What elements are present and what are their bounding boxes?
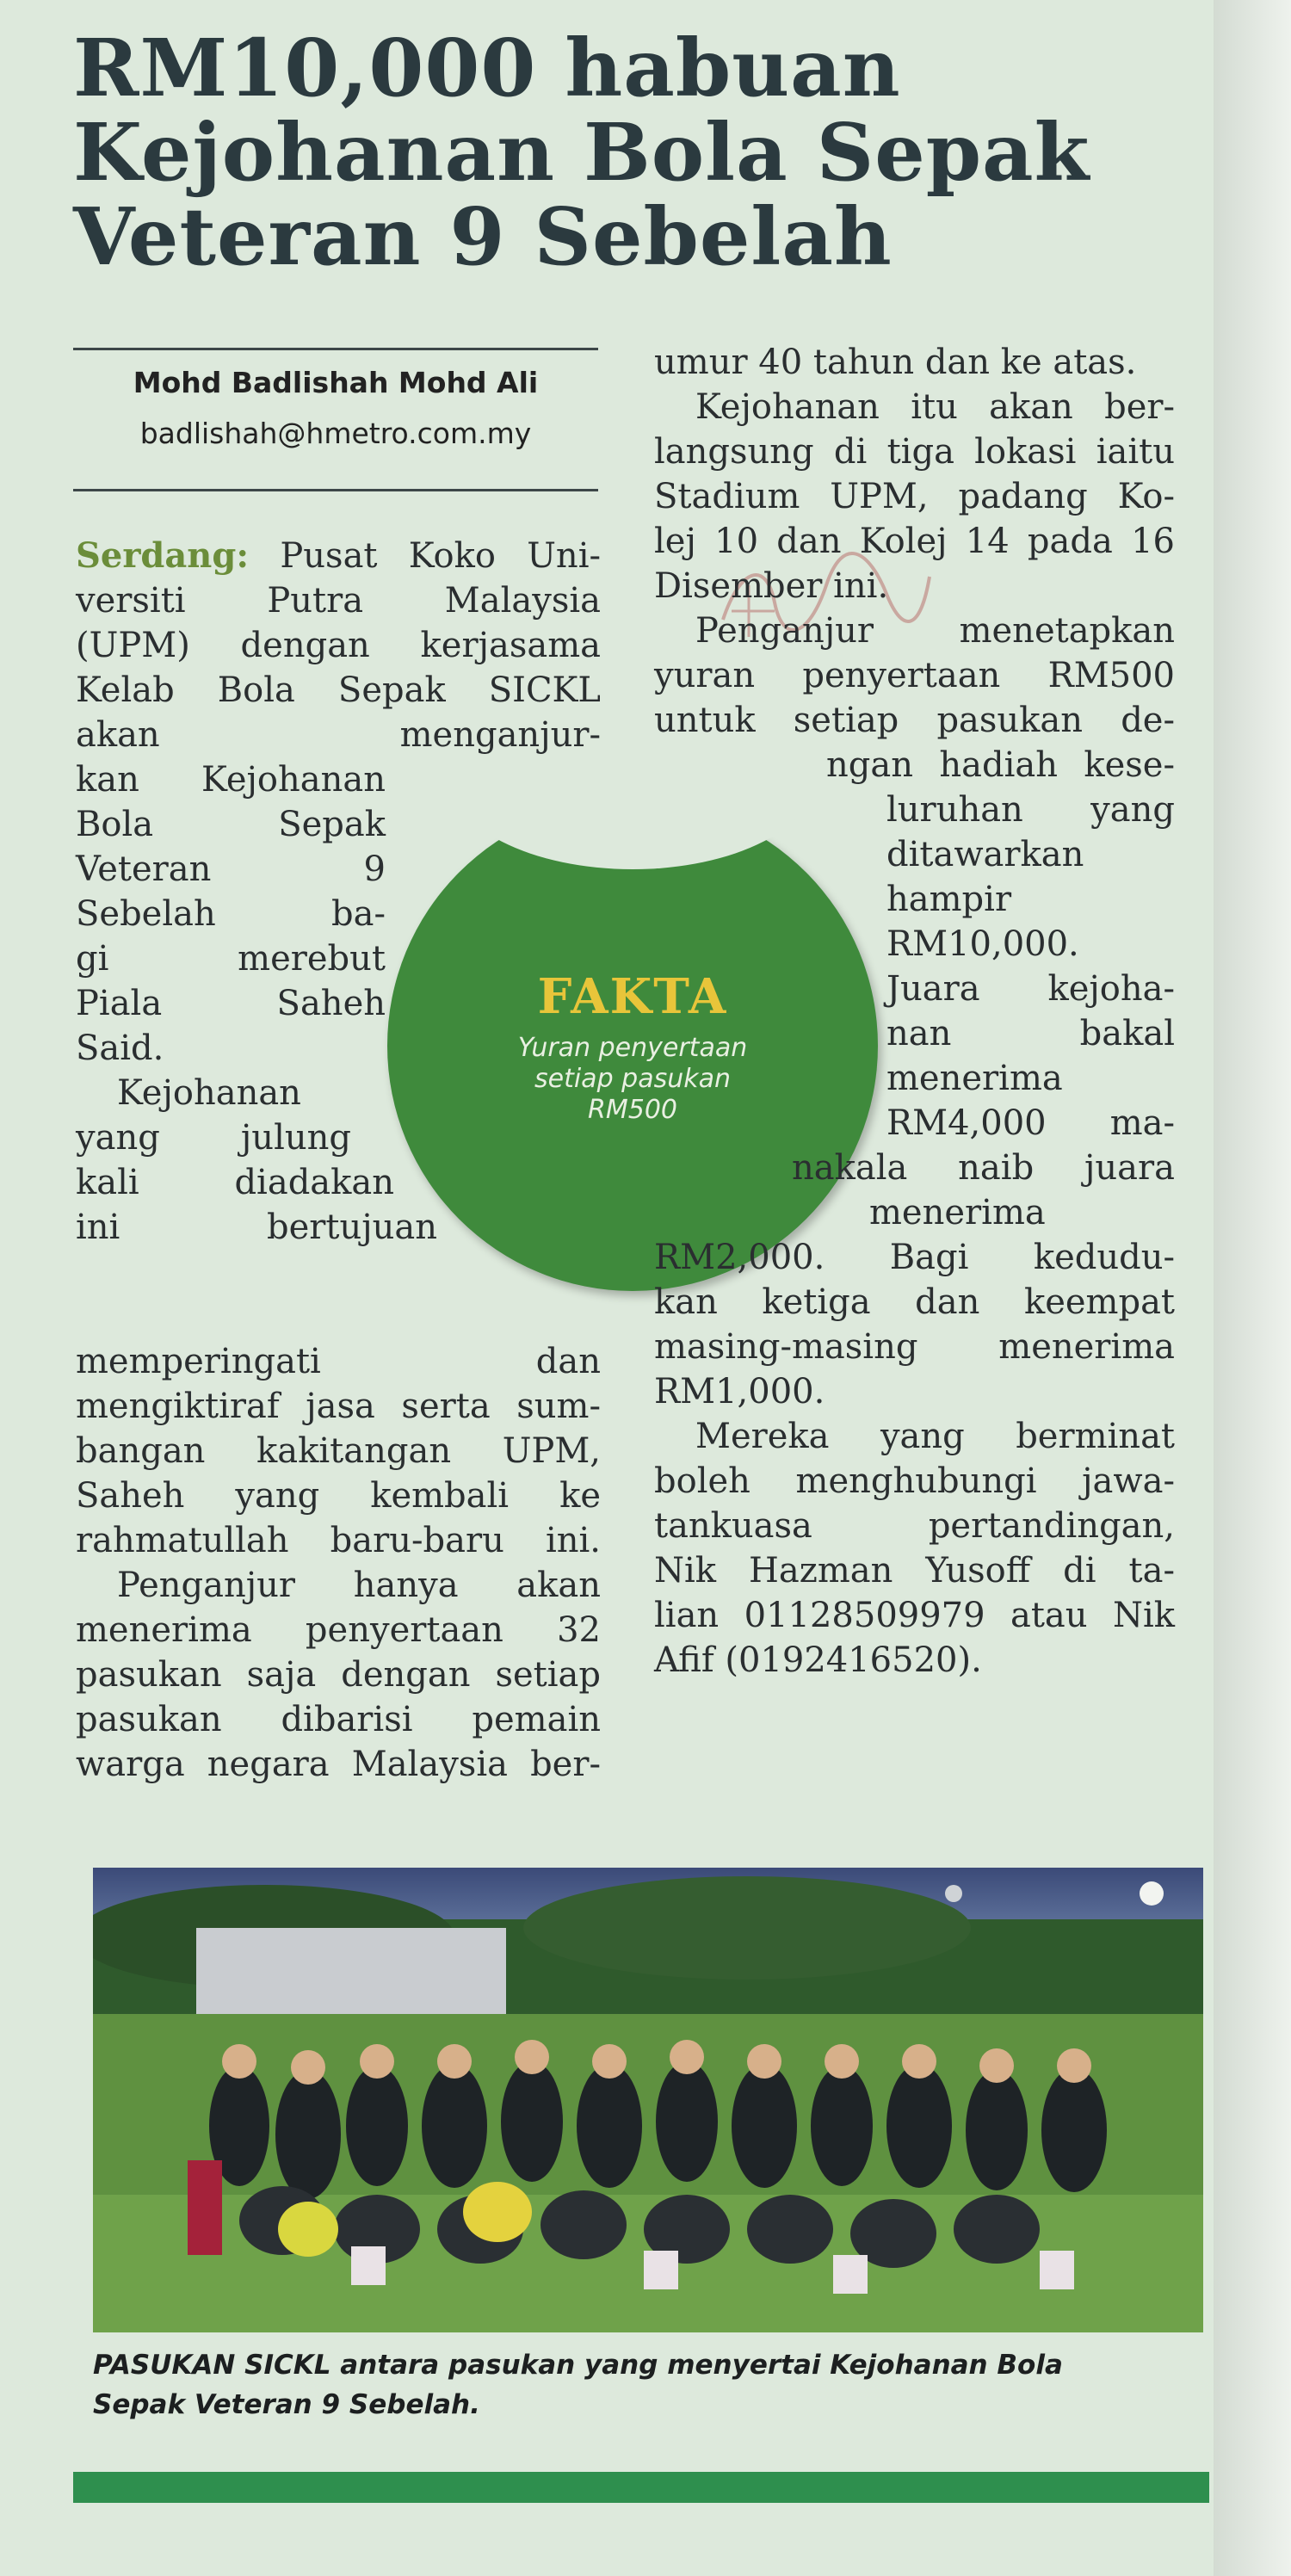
- author-name: Mohd Badlishah Mohd Ali: [133, 366, 539, 399]
- fakta-body: [387, 1033, 878, 1126]
- article-column-1: [76, 534, 601, 757]
- fakta-line: Yuran penyertaan: [517, 1033, 748, 1063]
- text-line: umur 40 tahun dan ke atas.: [654, 343, 1137, 382]
- text-line: RM2,000. Bagi kedudu-: [654, 1238, 1175, 1277]
- text-line: masing-masing menerima: [654, 1327, 1175, 1367]
- text-line: RM1,000.: [654, 1372, 825, 1412]
- text-line: Piala Saheh: [76, 984, 386, 1023]
- text-line: ini bertujuan: [76, 1208, 437, 1247]
- text-line: Sebelah ba-: [76, 894, 386, 934]
- article-column-2-wrap-b: [886, 788, 1175, 1146]
- page-edge: [1214, 0, 1291, 2576]
- text-line: akan menganjur-: [76, 715, 601, 755]
- caption-line: PASUKAN SICKL antara pasukan yang menyertai Kejohanan Bola: [93, 2350, 1063, 2381]
- article-column-1-wrap: [76, 757, 386, 1160]
- text-line: rahmatullah baru-baru ini.: [76, 1521, 601, 1560]
- text-line: boleh menghubungi jawa-: [654, 1461, 1175, 1501]
- text-line: langsung di tiga lokasi iaitu: [654, 432, 1175, 472]
- text-line: pasukan dibarisi pemain: [76, 1700, 601, 1739]
- text-line: Saheh yang kembali ke: [76, 1476, 601, 1516]
- text-line: ngan hadiah kese-: [826, 745, 1175, 785]
- headline-line: Veteran 9 Sebelah: [73, 190, 893, 283]
- text-line: Mereka yang berminat: [695, 1417, 1175, 1456]
- text-line: menerima: [869, 1193, 1046, 1232]
- text-line: Nik Hazman Yusoff di ta-: [654, 1551, 1175, 1591]
- text-line: lian 01128509979 atau Nik: [654, 1596, 1175, 1635]
- text-line: menerima: [886, 1059, 1063, 1098]
- text-line: mengiktiraf jasa serta sum-: [76, 1387, 601, 1426]
- article-column-2-lower: [654, 1235, 1175, 1683]
- text-line: Said.: [76, 1029, 164, 1068]
- text-line: bangan kakitangan UPM,: [76, 1431, 601, 1471]
- byline-rule-bottom: [73, 489, 598, 491]
- text-line: Penganjur hanya akan: [117, 1566, 601, 1605]
- footer-bar: [73, 2472, 1209, 2503]
- text-line: Stadium UPM, padang Ko-: [654, 477, 1175, 516]
- article-column-2-wrap: [826, 743, 1175, 788]
- text-line: Veteran 9: [76, 849, 386, 889]
- fakta-title: FAKTA: [537, 968, 728, 1025]
- text-line: nan bakal: [886, 1014, 1175, 1053]
- fakta-line: RM500: [588, 1095, 677, 1125]
- fakta-line: setiap pasukan: [534, 1064, 731, 1094]
- article-column-2: [654, 340, 1175, 743]
- text-line: versiti Putra Malaysia: [76, 581, 601, 621]
- text-line: Afif (0192416520).: [654, 1640, 982, 1680]
- text-line: Kejohanan: [117, 1073, 301, 1113]
- text-line: gi merebut: [76, 939, 386, 979]
- text-line: Disember ini.: [654, 566, 889, 606]
- text-line: untuk setiap pasukan de-: [654, 701, 1175, 740]
- text-line: RM4,000 ma-: [886, 1103, 1175, 1143]
- text-line: Kelab Bola Sepak SICKL: [76, 670, 601, 710]
- text-line: kali diadakan: [76, 1163, 394, 1202]
- text-line: memperingati dan: [76, 1342, 601, 1381]
- text-line: nakala naib juara: [792, 1148, 1175, 1188]
- text-line: pasukan saja dengan setiap: [76, 1655, 601, 1695]
- text-line: luruhan yang: [886, 790, 1175, 830]
- text-line: Juara kejoha-: [886, 969, 1175, 1009]
- text-line: hampir: [886, 880, 1012, 919]
- author-email: badlishah@hmetro.com.my: [139, 417, 532, 450]
- byline-rule-top: [73, 348, 598, 350]
- dateline: Serdang:: [76, 535, 250, 576]
- headline: [73, 22, 1192, 283]
- text-line: menerima penyertaan 32: [76, 1610, 601, 1650]
- team-photo: [93, 1868, 1203, 2332]
- text-line: Penganjur menetapkan: [695, 611, 1175, 651]
- text-line: ditawarkan: [886, 835, 1084, 874]
- team-photo-illustration: [93, 1868, 1203, 2332]
- text-line: yuran penyertaan RM500: [654, 656, 1175, 695]
- headline-line: Kejohanan Bola Sepak: [73, 106, 1090, 199]
- caption-line: Sepak Veteran 9 Sebelah.: [93, 2389, 480, 2420]
- text-line: warga negara Malaysia ber-: [76, 1745, 601, 1784]
- photo-caption: [93, 2345, 1203, 2425]
- article-column-2-wrap-c: [792, 1146, 1175, 1190]
- text-line: yang julung: [76, 1118, 351, 1158]
- text-line: Serdang: Pusat Koko Uni-: [76, 535, 601, 576]
- article-column-2-wrap-d: [869, 1190, 1175, 1235]
- text-line: RM10,000.: [886, 924, 1079, 964]
- text-line: lej 10 dan Kolej 14 pada 16: [654, 522, 1175, 561]
- text-line: kan ketiga dan keempat: [654, 1282, 1175, 1322]
- article-column-1-lower: [76, 1339, 601, 1787]
- text-line: Kejohanan itu akan ber-: [695, 387, 1175, 427]
- text-line: tankuasa pertandingan,: [654, 1506, 1175, 1546]
- text-line: kan Kejohanan: [76, 760, 386, 800]
- text-line: (UPM) dengan kerjasama: [76, 626, 601, 665]
- headline-line: RM10,000 habuan: [73, 22, 901, 114]
- text-line: Bola Sepak: [76, 805, 386, 844]
